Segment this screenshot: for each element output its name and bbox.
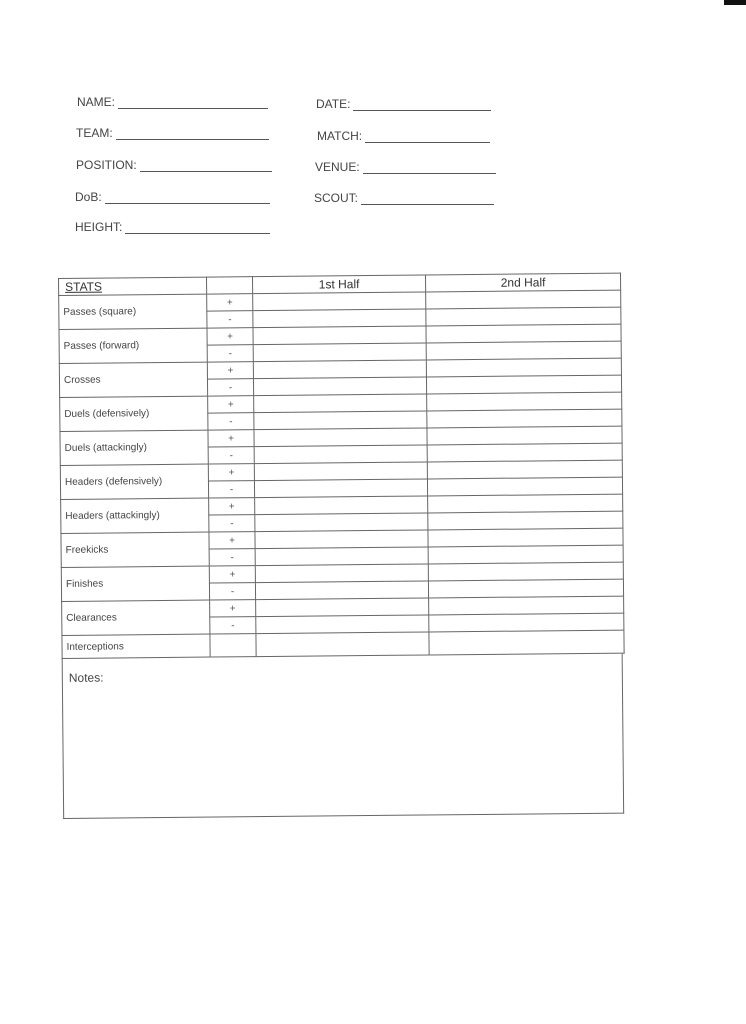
venue-line[interactable]	[363, 161, 496, 174]
plus-sign: +	[209, 532, 255, 549]
stat-label: Clearances	[62, 600, 210, 635]
second-half-plus-cell[interactable]	[427, 392, 622, 411]
second-half-minus-cell[interactable]	[427, 409, 622, 428]
second-half-plus-cell[interactable]	[428, 494, 623, 513]
stats-body	[59, 290, 624, 658]
minus-sign: -	[209, 515, 255, 532]
first-half-minus-cell[interactable]	[255, 547, 428, 566]
first-half-plus-cell[interactable]	[254, 394, 427, 413]
venue-label: VENUE:	[315, 160, 360, 174]
first-half-header: 1st Half	[252, 275, 425, 294]
minus-sign: -	[207, 311, 253, 328]
plus-sign: +	[207, 362, 253, 379]
minus-sign: -	[210, 617, 256, 634]
stats-sheet	[58, 273, 631, 828]
scout-line[interactable]	[361, 192, 494, 205]
team-field[interactable]	[76, 126, 269, 140]
plus-sign: +	[208, 396, 254, 413]
minus-sign: -	[207, 379, 253, 396]
height-line[interactable]	[125, 221, 270, 234]
plus-sign: +	[210, 600, 256, 617]
first-half-plus-cell[interactable]	[254, 462, 427, 481]
plus-sign: +	[209, 498, 255, 515]
first-half-plus-cell[interactable]	[254, 428, 427, 447]
dob-field[interactable]	[75, 190, 270, 204]
stat-label: Freekicks	[61, 532, 209, 567]
date-label: DATE:	[316, 97, 351, 111]
minus-sign: -	[208, 447, 254, 464]
minus-sign: -	[209, 583, 255, 600]
first-half-plus-cell[interactable]	[256, 598, 429, 617]
scout-field[interactable]	[314, 191, 494, 205]
second-half-plus-cell[interactable]	[429, 596, 624, 615]
first-half-minus-cell[interactable]	[254, 411, 427, 430]
second-half-plus-cell[interactable]	[428, 528, 623, 547]
plus-sign: +	[207, 294, 253, 311]
team-line[interactable]	[116, 127, 269, 140]
stat-label: Duels (defensively)	[60, 396, 208, 431]
minus-sign: -	[208, 481, 254, 498]
stat-label: Finishes	[61, 566, 209, 601]
second-half-minus-cell[interactable]	[426, 375, 621, 394]
first-half-plus-cell[interactable]	[255, 530, 428, 549]
first-half-minus-cell[interactable]	[256, 615, 429, 634]
first-half-minus-cell[interactable]	[255, 513, 428, 532]
stat-label: Crosses	[59, 362, 207, 397]
sign-header	[206, 277, 252, 294]
name-line[interactable]	[118, 96, 268, 109]
second-half-minus-cell[interactable]	[429, 613, 624, 632]
second-half-minus-cell[interactable]	[427, 443, 622, 462]
scout-label: SCOUT:	[314, 191, 359, 205]
second-half-plus-cell[interactable]	[428, 562, 623, 581]
venue-field[interactable]	[315, 160, 496, 174]
stat-label: Duels (attackingly)	[60, 430, 208, 465]
sign-empty-cell	[210, 634, 256, 657]
second-half-minus-cell[interactable]	[428, 579, 623, 598]
stat-label: Headers (attackingly)	[61, 498, 209, 533]
first-half-plus-cell[interactable]	[255, 496, 428, 515]
dob-line[interactable]	[105, 191, 270, 204]
minus-sign: -	[207, 345, 253, 362]
date-line[interactable]	[353, 98, 491, 111]
height-field[interactable]	[75, 220, 270, 234]
match-label: MATCH:	[317, 129, 363, 143]
first-half-plus-cell[interactable]	[253, 326, 426, 345]
first-half-plus-cell[interactable]	[255, 564, 428, 583]
stats-header: STATS	[59, 277, 207, 295]
plus-sign: +	[209, 566, 255, 583]
second-half-plus-cell[interactable]	[426, 290, 621, 309]
notes-box[interactable]	[62, 654, 625, 819]
second-half-minus-cell[interactable]	[427, 477, 622, 496]
date-field[interactable]	[316, 97, 491, 111]
second-half-minus-cell[interactable]	[428, 511, 623, 530]
stat-label: Passes (forward)	[59, 328, 207, 363]
dob-label: DoB:	[75, 190, 102, 204]
first-half-minus-cell[interactable]	[254, 445, 427, 464]
first-half-minus-cell[interactable]	[253, 343, 426, 362]
match-line[interactable]	[365, 130, 490, 143]
first-half-cell[interactable]	[256, 632, 429, 657]
second-half-minus-cell[interactable]	[426, 341, 621, 360]
first-half-plus-cell[interactable]	[253, 360, 426, 379]
minus-sign: -	[208, 413, 254, 430]
second-half-plus-cell[interactable]	[427, 460, 622, 479]
plus-sign: +	[208, 464, 254, 481]
first-half-minus-cell[interactable]	[254, 479, 427, 498]
minus-sign: -	[209, 549, 255, 566]
second-half-minus-cell[interactable]	[426, 307, 621, 326]
position-label: POSITION:	[76, 158, 137, 172]
first-half-minus-cell[interactable]	[255, 581, 428, 600]
first-half-minus-cell[interactable]	[253, 377, 426, 396]
second-half-header: 2nd Half	[425, 273, 620, 292]
stat-label: Headers (defensively)	[60, 464, 208, 499]
notes-label: Notes:	[68, 670, 104, 685]
plus-sign: +	[208, 430, 254, 447]
first-half-minus-cell[interactable]	[253, 309, 426, 328]
scan-mark	[724, 0, 746, 5]
first-half-plus-cell[interactable]	[253, 292, 426, 311]
second-half-plus-cell[interactable]	[426, 358, 621, 377]
height-label: HEIGHT:	[75, 220, 123, 234]
plus-sign: +	[207, 328, 253, 345]
position-field[interactable]	[76, 158, 272, 172]
second-half-plus-cell[interactable]	[426, 324, 621, 343]
second-half-minus-cell[interactable]	[428, 545, 623, 564]
match-field[interactable]	[317, 129, 490, 143]
stats-table	[58, 273, 625, 659]
stat-label: Passes (square)	[59, 294, 207, 329]
team-label: TEAM:	[76, 126, 113, 140]
stat-label: Interceptions	[62, 634, 210, 658]
second-half-plus-cell[interactable]	[427, 426, 622, 445]
second-half-cell[interactable]	[429, 630, 624, 655]
position-line[interactable]	[140, 159, 272, 172]
name-label: NAME:	[77, 95, 116, 109]
name-field[interactable]	[77, 95, 268, 109]
